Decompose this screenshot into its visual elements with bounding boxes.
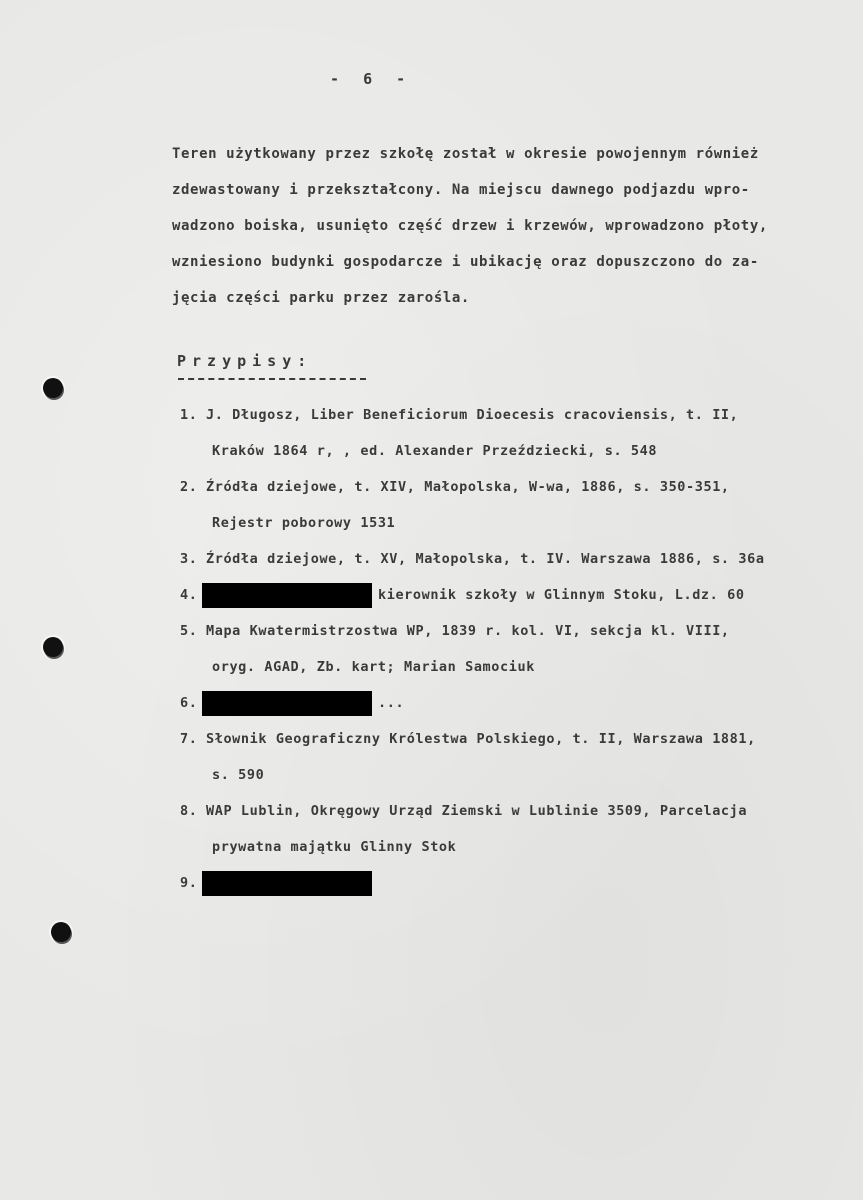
heading-underline bbox=[178, 378, 366, 380]
footnote-text: oryg. AGAD, Zb. kart; Marian Samociuk bbox=[212, 659, 535, 675]
footnote-number: 9. bbox=[180, 875, 198, 891]
footnote-text: Źródła dziejowe, t. XV, Małopolska, t. IV. Warszawa 1886, s. 36a bbox=[206, 551, 765, 567]
footnote-text: Kraków 1864 r, , ed. Alexander Przeździecki, s. 548 bbox=[212, 443, 658, 459]
footnote-line bbox=[180, 725, 855, 761]
body-line: Teren użytkowany przez szkołę został w okresie powojennym również bbox=[172, 146, 759, 162]
footnote-line bbox=[180, 797, 855, 833]
footnote-number: 1. bbox=[180, 407, 198, 423]
footnote-number: 8. bbox=[180, 803, 198, 819]
body-paragraph bbox=[172, 136, 862, 316]
footnote-line bbox=[180, 581, 855, 617]
footnote-text: Mapa Kwatermistrzostwa WP, 1839 r. kol. VI, sekcja kl. VIII, bbox=[206, 623, 730, 639]
punch-hole-top bbox=[43, 378, 63, 398]
footnote-line bbox=[180, 689, 855, 725]
footnote-text: Źródła dziejowe, t. XIV, Małopolska, W-wa, 1886, s. 350-351, bbox=[206, 479, 730, 495]
footnote-number: 5. bbox=[180, 623, 198, 639]
footnote-line bbox=[180, 473, 855, 509]
body-line: jęcia części parku przez zarośla. bbox=[172, 290, 470, 306]
footnote-text: ... bbox=[378, 695, 405, 711]
footnote-line bbox=[180, 437, 855, 473]
page-number: - 6 - bbox=[330, 70, 408, 88]
footnotes-heading: Przypisy: bbox=[177, 352, 313, 370]
redaction-block bbox=[202, 871, 372, 896]
footnote-number: 7. bbox=[180, 731, 198, 747]
footnote-line bbox=[180, 833, 855, 869]
footnote-text: kierownik szkoły w Glinnym Stoku, L.dz. 60 bbox=[378, 587, 745, 603]
footnote-text: J. Długosz, Liber Beneficiorum Dioecesis cracoviensis, t. II, bbox=[206, 407, 739, 423]
footnote-line bbox=[180, 509, 855, 545]
punch-hole-middle bbox=[43, 637, 63, 657]
body-line: zdewastowany i przekształcony. Na miejscu dawnego podjazdu wpro- bbox=[172, 182, 750, 198]
footnote-text: WAP Lublin, Okręgowy Urząd Ziemski w Lublinie 3509, Parcelacja bbox=[206, 803, 748, 819]
punch-hole-bottom bbox=[51, 922, 71, 942]
footnote-text: Rejestr poborowy 1531 bbox=[212, 515, 396, 531]
footnote-line bbox=[180, 545, 855, 581]
redaction-block bbox=[202, 691, 372, 716]
footnote-number: 3. bbox=[180, 551, 198, 567]
body-line: wadzono boiska, usunięto część drzew i krzewów, wprowadzono płoty, bbox=[172, 218, 768, 234]
body-line: wzniesiono budynki gospodarcze i ubikację oraz dopuszczono do za- bbox=[172, 254, 759, 270]
footnote-text: prywatna majątku Glinny Stok bbox=[212, 839, 457, 855]
footnote-line bbox=[180, 761, 855, 797]
footnote-line bbox=[180, 869, 855, 905]
redaction-block bbox=[202, 583, 372, 608]
footnote-text: s. 590 bbox=[212, 767, 265, 783]
footnote-number: 4. bbox=[180, 587, 198, 603]
footnote-line bbox=[180, 617, 855, 653]
footnotes-list bbox=[180, 401, 855, 905]
footnote-number: 2. bbox=[180, 479, 198, 495]
footnote-line bbox=[180, 653, 855, 689]
footnote-text: Słownik Geograficzny Królestwa Polskiego, t. II, Warszawa 1881, bbox=[206, 731, 756, 747]
footnote-line bbox=[180, 401, 855, 437]
footnote-number: 6. bbox=[180, 695, 198, 711]
